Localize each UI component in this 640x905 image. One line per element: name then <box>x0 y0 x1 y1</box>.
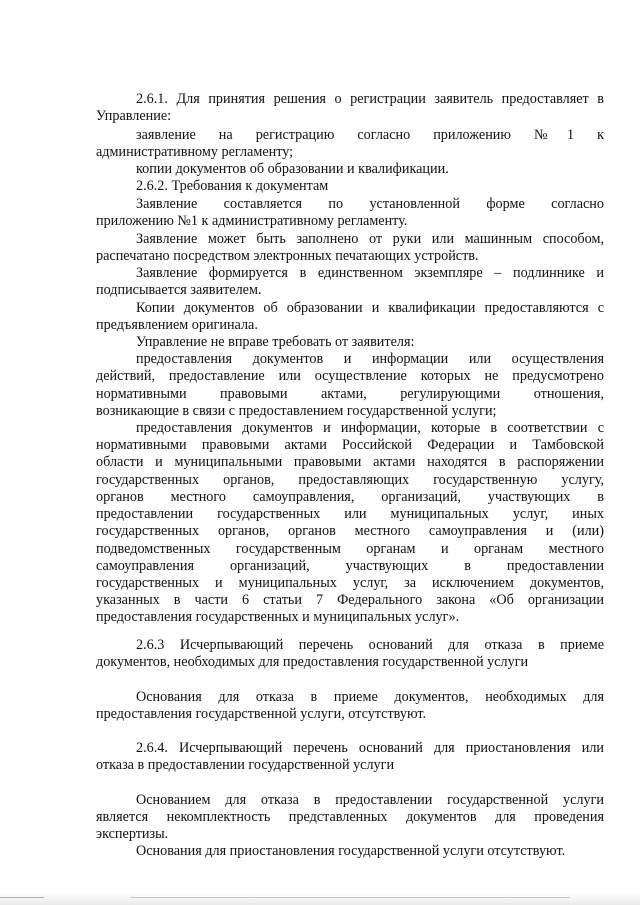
text-line: возникающие в связи с предоставлением государственной услуги; <box>96 403 497 419</box>
text-line: приложению №1 к административному регламенту. <box>96 213 408 229</box>
text-line: указанных в части 6 статьи 7 Федерального закона «Об организации <box>96 592 604 608</box>
text-line: Основанием для отказа в предоставлении государственной услуги <box>136 792 604 808</box>
section-heading: 2.6.3 Исчерпывающий перечень оснований для отказа в приеме <box>136 637 604 653</box>
text-line: нормативными правовыми актами, регулирующими отношения, <box>96 386 604 402</box>
scan-artifact-line <box>130 897 570 898</box>
text-line: подведомственных государственным органам и органам местного <box>96 541 604 557</box>
text-line: Основания для приостановления государственной услуги отсутствуют. <box>136 843 566 859</box>
section-heading: 2.6.4. Исчерпывающий перечень оснований для приостановления или <box>136 740 604 756</box>
text-line: государственных органов, органов местного самоуправления и (или) <box>96 523 604 539</box>
text-line: распечатано посредством электронных печатающих устройств. <box>96 248 479 264</box>
section-heading: отказа в предоставлении государственной услуги <box>96 757 395 773</box>
text-line: нормативными правовыми актами Российской Федерации и Тамбовской <box>96 437 604 453</box>
text-line: предоставления государственных и муниципальных услуг». <box>96 609 460 625</box>
text-line: 2.6.1. Для принятия решения о регистрации заявитель предоставляет в <box>136 91 604 107</box>
text-line: Заявление составляется по установленной форме согласно <box>136 196 604 212</box>
text-line: Заявление формируется в единственном экземпляре – подлиннике и <box>136 265 604 281</box>
text-line: органов местного самоуправления, организаций, участвующих в <box>96 489 604 505</box>
text-line: предоставления государственной услуги, отсутствуют. <box>96 706 427 722</box>
text-line: Копии документов об образовании и квалификации предоставляются с <box>136 300 604 316</box>
scan-bottom-edge <box>0 893 640 905</box>
text-line: государственных органов, предоставляющих государственную услугу, <box>96 472 604 488</box>
text-line: является некомплектность представленных документов для проведения <box>96 809 604 825</box>
text-line: заявление на регистрацию согласно приложению №1 к <box>136 127 604 143</box>
text-line: Заявление может быть заполнено от руки или машинным способом, <box>136 231 604 247</box>
text-line: Основания для отказа в приеме документов, необходимых для <box>136 689 604 705</box>
text-line: предоставления документов и информации, которые в соответствии с <box>136 420 604 436</box>
scan-artifact-line <box>0 897 44 898</box>
text-line: действий, предоставление или осуществление которых не предусмотрено <box>96 368 604 384</box>
text-line: подписывается заявителем. <box>96 282 262 298</box>
text-line: предъявлением оригинала. <box>96 317 258 333</box>
text-line: предоставления документов и информации или осуществления <box>136 351 604 367</box>
text-line: Управление не вправе требовать от заявителя: <box>136 334 415 350</box>
text-line: самоуправления организаций, участвующих в предоставлении <box>96 558 604 574</box>
text-line: предоставлении государственных или муниципальных услуг, иных <box>96 506 604 522</box>
section-heading: документов, необходимых для предоставления государственной услуги <box>96 654 529 670</box>
text-line: экспертизы. <box>96 826 169 842</box>
text-line: Управление: <box>96 108 172 124</box>
text-line: государственных и муниципальных услуг, за исключением документов, <box>96 575 604 591</box>
text-line: административному регламенту; <box>96 144 294 160</box>
text-line: копии документов об образовании и квалификации. <box>136 161 449 177</box>
text-line: области и муниципальными правовыми актами находятся в распоряжении <box>96 454 604 470</box>
text-line: 2.6.2. Требования к документам <box>136 178 329 194</box>
